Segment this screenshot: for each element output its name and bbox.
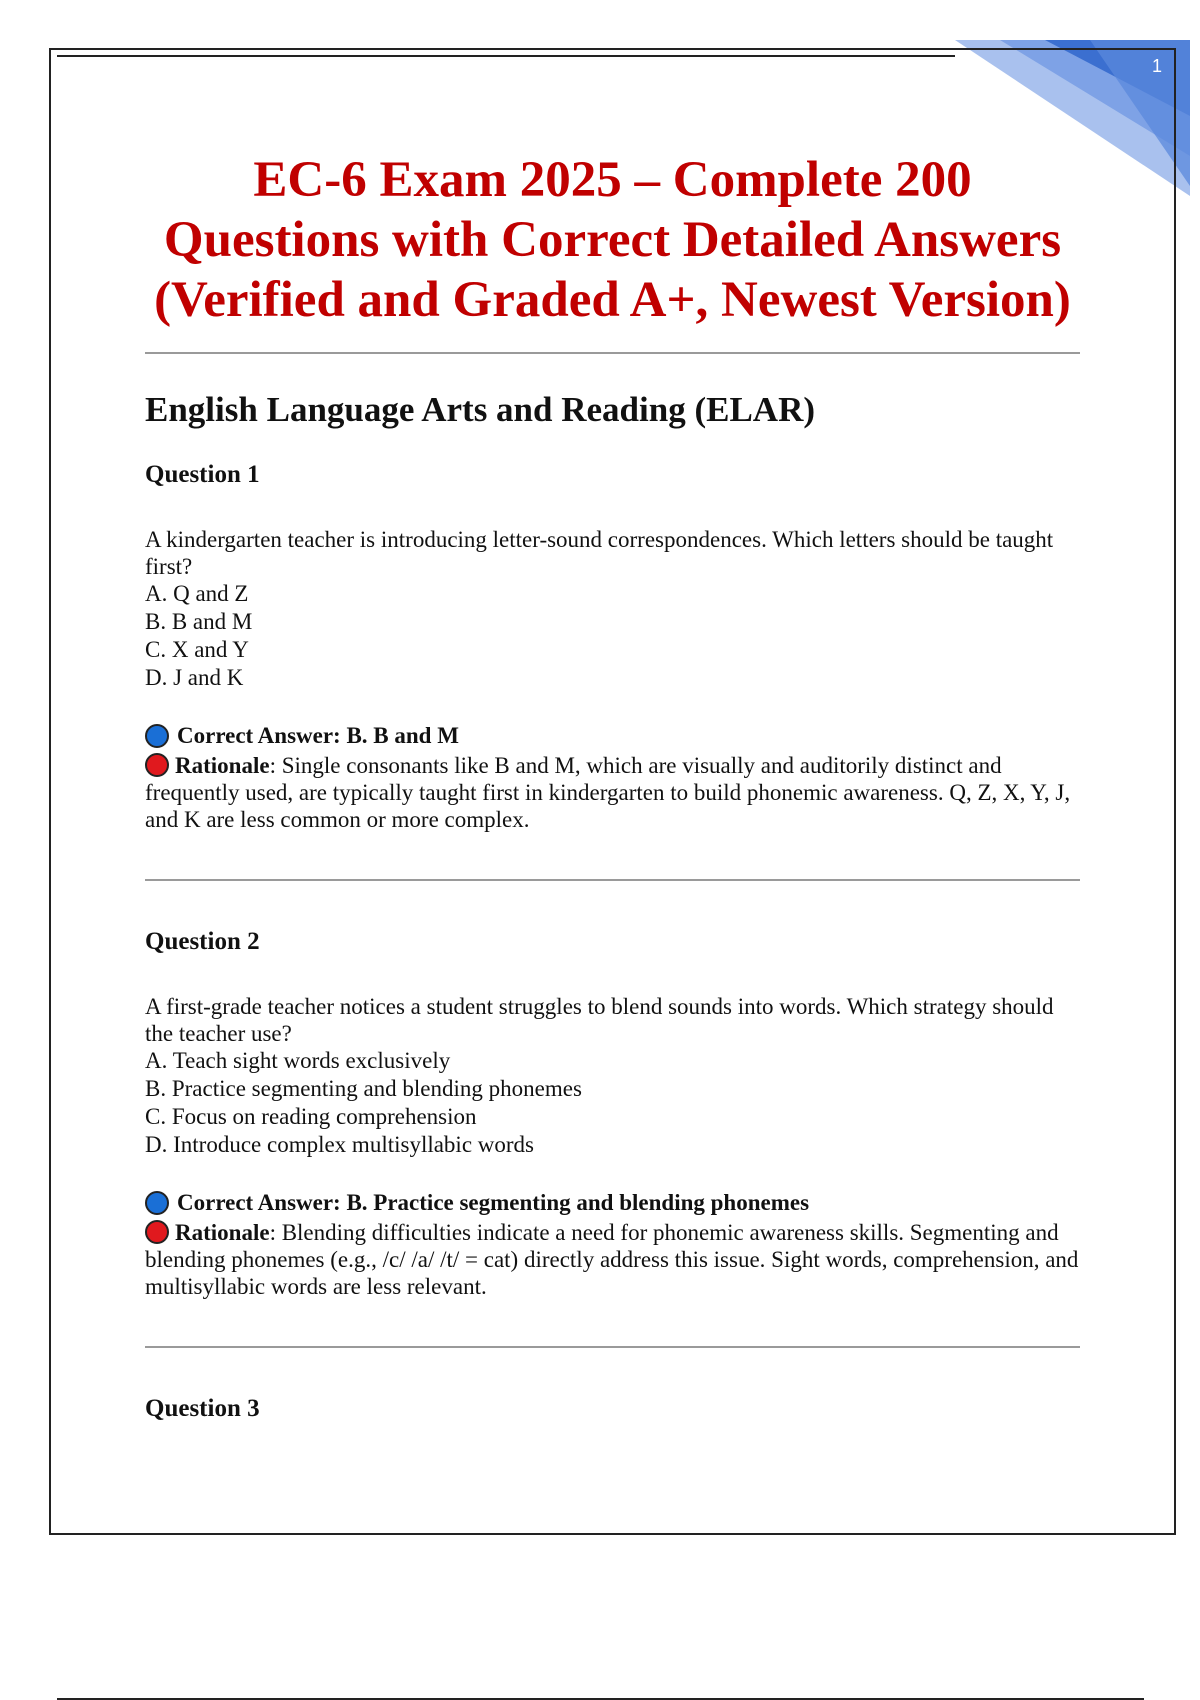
question-divider [145,879,1080,881]
option-item: D. Introduce complex multisyllabic words [145,1132,535,1157]
title-divider [145,352,1080,354]
option-item: C. Focus on reading comprehension [145,1104,477,1129]
page-number: 1 [1151,56,1162,76]
correct-answer-text: Correct Answer: B. B and M [177,723,459,748]
rationale [145,752,1080,833]
red-circle-icon [145,753,169,777]
rationale-text: : Single consonants like B and M, which are visually and auditorily distinct and frequently used, are typically taught first in kindergarten to build phonemic awareness. Q, Z, X, Y, J, and K are less common or more complex. [145,753,1071,832]
question-heading: Question 1 [145,461,260,488]
question-block [145,460,1080,833]
blue-circle-icon [145,1191,169,1215]
document-title: EC-6 Exam 2025 – Complete 200 Questions with Correct Detailed Answers (Verified and Graded A+, Newest Version) [154,152,1071,328]
answer-block [145,722,1080,833]
correct-answer-text: Correct Answer: B. Practice segmenting and blending phonemes [177,1190,810,1215]
document-content [145,150,1080,1424]
question-prompt: A kindergarten teacher is introducing letter-sound correspondences. Which letters should be taught first? [145,527,1054,579]
blue-circle-icon [145,724,169,748]
answer-block [145,1189,1080,1300]
rationale [145,1219,1080,1300]
red-circle-icon [145,1220,169,1244]
question-block [145,1394,1080,1424]
correct-answer [145,1189,1080,1216]
question-prompt: A first-grade teacher notices a student struggles to blend sounds into words. Which strategy should the teacher use? [145,994,1054,1046]
answer-options [145,580,1080,692]
option-item: B. B and M [145,609,253,634]
question-heading: Question 3 [145,1395,260,1422]
rationale-label: Rationale [175,753,270,778]
option-item: C. X and Y [145,637,249,662]
question-divider [145,1346,1080,1348]
correct-answer [145,722,1080,749]
section-heading: English Language Arts and Reading (ELAR) [145,390,816,429]
option-item: A. Q and Z [145,581,249,606]
rationale-text: : Blending difficulties indicate a need for phonemic awareness skills. Segmenting and blending phonemes (e.g., /c/ /a/ /t/ = cat) directly address this issue. Sight words, comprehension, and multisyllabic words are less relevant. [145,1220,1079,1299]
option-item: D. J and K [145,665,244,690]
answer-options [145,1047,1080,1159]
rationale-label: Rationale [175,1220,270,1245]
option-item: A. Teach sight words exclusively [145,1048,451,1073]
question-block [145,927,1080,1300]
option-item: B. Practice segmenting and blending phonemes [145,1076,582,1101]
question-heading: Question 2 [145,928,260,955]
